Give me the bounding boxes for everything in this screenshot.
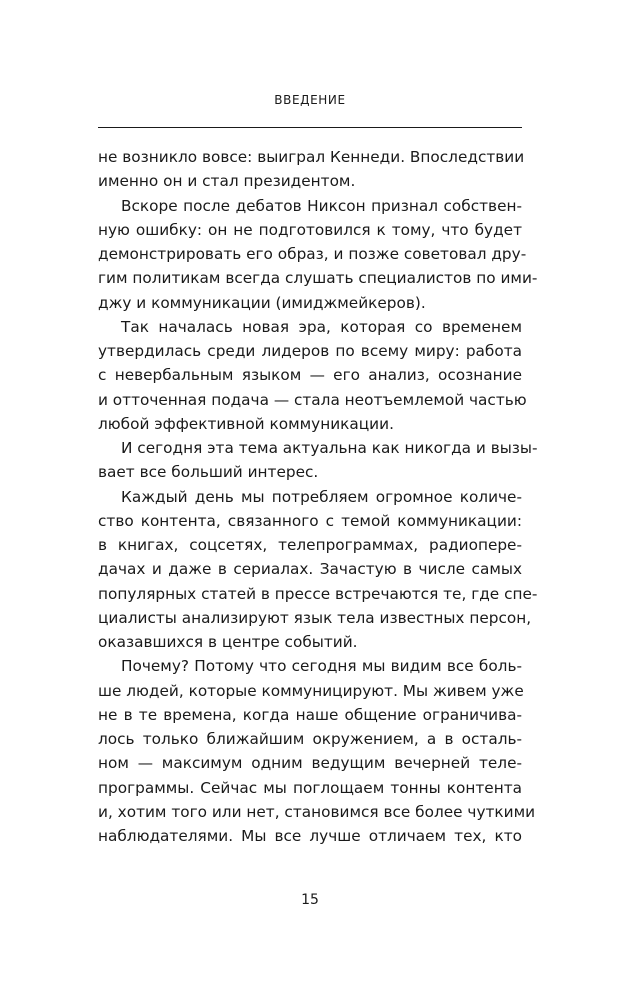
- text-line: джу и коммуникации (имиджмейкеров).: [98, 293, 426, 312]
- paragraph: [98, 485, 538, 655]
- text-line: демонстрировать его образ, и позже советовал дру-: [98, 245, 527, 263]
- text-line: циалисты анализируют язык тела известных персон,: [98, 608, 532, 627]
- paragraph: [98, 436, 538, 485]
- header-rule: [98, 127, 522, 128]
- text-line: именно он и стал президентом.: [98, 172, 356, 191]
- text-line: наблюдателями. Мы все лучше отличаем тех, кто: [98, 827, 522, 845]
- text-line: не в те времена, когда наше общение ограничива-: [98, 705, 522, 724]
- text-line: любой эффективной коммуникации.: [98, 414, 394, 433]
- text-line: Вскоре после дебатов Никсон признал собствен-: [121, 196, 522, 215]
- text-line: ше людей, которые коммуницируют. Мы живем уже: [98, 681, 524, 700]
- paragraph: [98, 654, 536, 848]
- text-line: в книгах, соцсетях, телепрограммах, радиопере-: [98, 536, 522, 554]
- text-line: дачах и даже в сериалах. Зачастую в числе самых: [98, 560, 522, 579]
- text-line: оказавшихся в центре событий.: [98, 633, 358, 651]
- text-line: вает все больший интерес.: [98, 463, 319, 482]
- text-line: гим политикам всегда слушать специалистов по ими-: [98, 269, 538, 288]
- text-line: не возникло вовсе: выиграл Кеннеди. Впоследствии: [98, 148, 525, 166]
- text-line: ном — максимум одним ведущим вечерней теле-: [98, 754, 522, 773]
- running-header: ВВЕДЕНИЕ: [274, 93, 346, 107]
- page-number: 15: [301, 892, 319, 908]
- paragraph: [98, 194, 538, 315]
- text-line: ство контента, связанного с темой коммуникации:: [98, 511, 522, 530]
- text-line: и, хотим того или нет, становимся все более чуткими: [98, 802, 536, 821]
- text-line: Каждый день мы потребляем огромное количе-: [121, 487, 522, 506]
- text-line: программы. Сейчас мы поглощаем тонны контента: [98, 778, 522, 797]
- text-line: Почему? Потому что сегодня мы видим все боль-: [121, 657, 522, 676]
- paragraph: [98, 315, 527, 436]
- text-line: популярных статей в прессе встречаются те, где спе-: [98, 584, 538, 603]
- paragraph: [98, 145, 525, 194]
- body-text: [98, 145, 538, 848]
- text-line: лось только ближайшим окружением, а в осталь-: [98, 730, 522, 748]
- text-line: с невербальным языком — его анализ, осознание: [98, 366, 522, 385]
- text-line: и отточенная подача — стала неотъемлемой частью: [98, 390, 527, 409]
- text-line: Так началась новая эра, которая со временем: [121, 317, 522, 336]
- text-line: И сегодня эта тема актуальна как никогда и вызы-: [121, 439, 538, 457]
- text-line: ную ошибку: он не подготовился к тому, что будет: [98, 220, 522, 239]
- text-line: утвердилась среди лидеров по всему миру: работа: [98, 342, 522, 360]
